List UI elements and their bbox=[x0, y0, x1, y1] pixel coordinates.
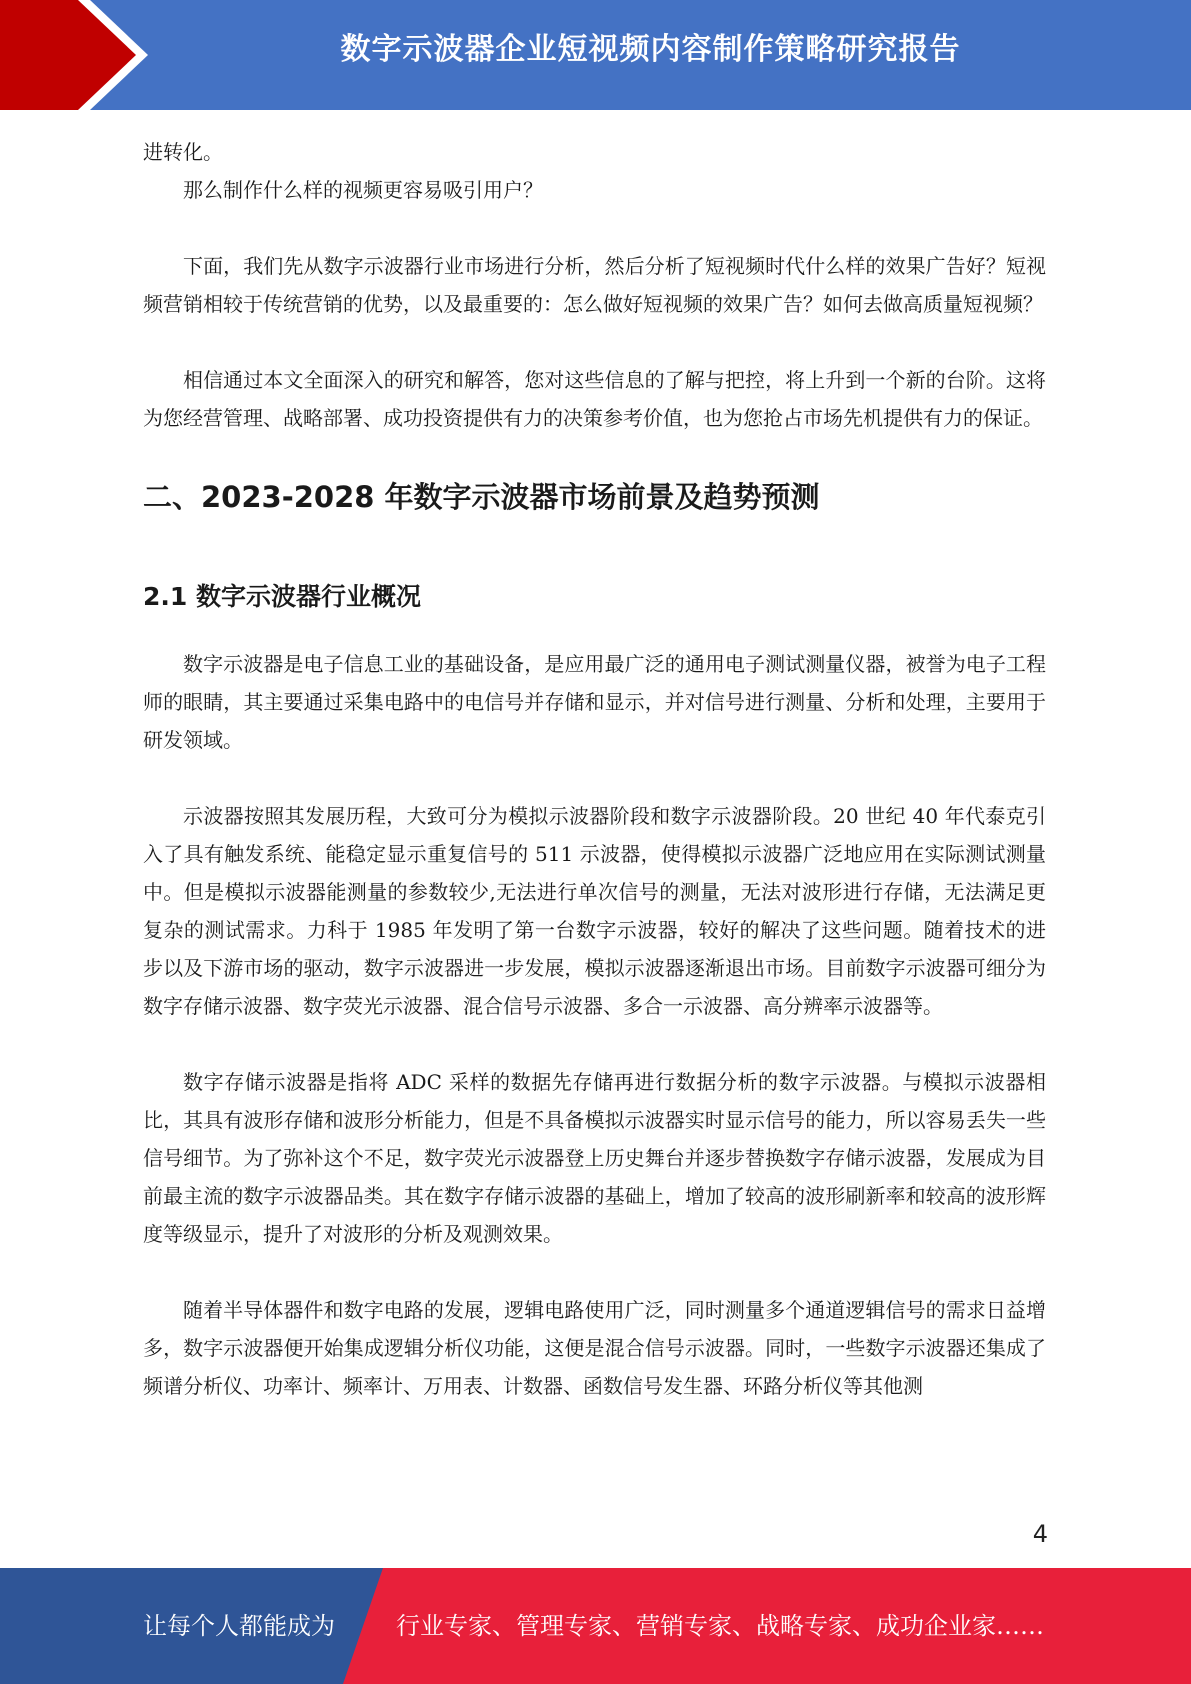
paragraph: 示波器按照其发展历程，大致可分为模拟示波器阶段和数字示波器阶段。20 世纪 40 年代泰克引入了具有触发系统、能稳定显示重复信号的 511 示波器，使得模拟示波器广泛地应用在实际测试测量中。但是模拟示波器能测量的参数较少,无法进行单次信号的测量，无法对波形进行存储，无法满足更复杂的测试需求。力科于 1985 年发明了第一台数字示波器，较好的解决了这些问题。随着技术的进步以及下游市场的驱动，数字示波器进一步发展，模拟示波器逐渐退出市场。目前数字示波器可细分为数字存储示波器、数字荧光示波器、混合信号示波器、多合一示波器、高分辨率示波器等。 bbox=[143, 804, 1046, 1018]
paragraph: 那么制作什么样的视频更容易吸引用户？ bbox=[183, 178, 543, 202]
paragraph: 进转化。 bbox=[143, 140, 223, 164]
section-heading: 二、2023-2028 年数字示波器市场前景及趋势预测 bbox=[143, 480, 820, 514]
paragraph: 下面，我们先从数字示波器行业市场进行分析，然后分析了短视频时代什么样的效果广告好？短视频营销相较于传统营销的优势，以及最重要的：怎么做好短视频的效果广告？如何去做高质量短视频？ bbox=[143, 254, 1046, 316]
paragraph: 相信通过本文全面深入的研究和解答，您对这些信息的了解与把控，将上升到一个新的台阶。这将为您经营管理、战略部署、成功投资提供有力的决策参考价值，也为您抢占市场先机提供有力的保证。 bbox=[143, 368, 1046, 430]
header-title: 数字示波器企业短视频内容制作策略研究报告 bbox=[340, 32, 961, 67]
page-header bbox=[0, 0, 1191, 110]
main-content bbox=[143, 133, 1046, 1405]
paragraph: 随着半导体器件和数字电路的发展，逻辑电路使用广泛，同时测量多个通道逻辑信号的需求日益增多，数字示波器便开始集成逻辑分析仪功能，这便是混合信号示波器。同时，一些数字示波器还集成了频谱分析仪、功率计、频率计、万用表、计数器、函数信号发生器、环路分析仪等其他测 bbox=[143, 1298, 1046, 1398]
paragraph: 数字示波器是电子信息工业的基础设备，是应用最广泛的通用电子测试测量仪器，被誉为电子工程师的眼睛，其主要通过采集电路中的电信号并存储和显示，并对信号进行测量、分析和处理，主要用于研发领域。 bbox=[143, 652, 1046, 752]
subsection-heading: 2.1 数字示波器行业概况 bbox=[143, 582, 421, 611]
footer-slogan-right: 行业专家、管理专家、营销专家、战略专家、成功企业家…… bbox=[396, 1612, 1044, 1640]
page-number: 4 bbox=[1032, 1520, 1048, 1548]
page-footer bbox=[0, 1568, 1191, 1684]
footer-slogan-left: 让每个人都能成为 bbox=[143, 1612, 335, 1640]
paragraph: 数字存储示波器是指将 ADC 采样的数据先存储再进行数据分析的数字示波器。与模拟示波器相比，其具有波形存储和波形分析能力，但是不具备模拟示波器实时显示信号的能力，所以容易丢失一些信号细节。为了弥补这个不足，数字荧光示波器登上历史舞台并逐步替换数字存储示波器，发展成为目前最主流的数字示波器品类。其在数字存储示波器的基础上，增加了较高的波形刷新率和较高的波形辉度等级显示，提升了对波形的分析及观测效果。 bbox=[143, 1070, 1046, 1246]
